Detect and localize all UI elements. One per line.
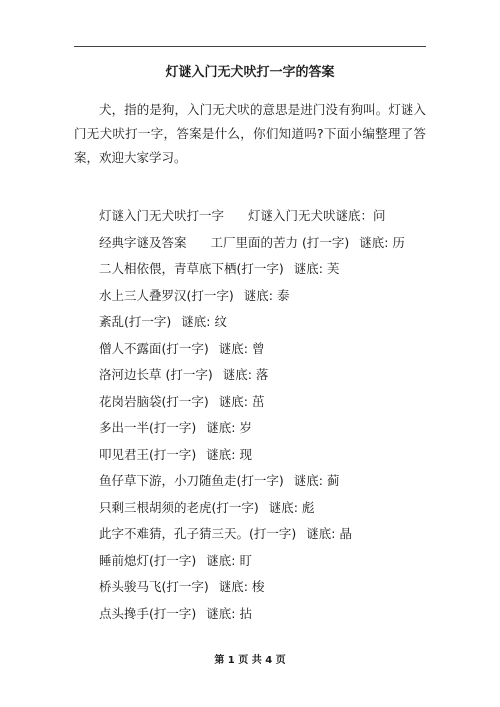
riddle-item — [99, 233, 429, 260]
riddle-answer: 谜底: 蓟 — [293, 473, 340, 488]
riddle-answer: 谜底: 纹 — [181, 314, 227, 329]
riddle-item — [99, 524, 429, 551]
riddle-answer: 谜底: 盯 — [206, 552, 252, 568]
riddle-answer: 谜底: 晶 — [306, 526, 352, 541]
riddle-answer: 谜底: 岁 — [206, 420, 252, 435]
riddle-question: 经典字谜及答案 — [99, 234, 187, 250]
riddle-answer: 谜底: 彪 — [268, 499, 315, 515]
riddle-item — [99, 577, 429, 604]
riddle-item — [99, 339, 429, 366]
riddle-answer: 谜底: 梭 — [218, 579, 265, 594]
riddle-question: 多出一半(打一字) — [99, 420, 197, 435]
riddle-answer: 谜底: 芙 — [293, 261, 340, 276]
riddle-item — [99, 286, 429, 313]
riddle-answer: 谜底: 现 — [206, 446, 252, 462]
riddle-answer-extra: 谜底: 历 — [359, 234, 405, 250]
riddle-answer: 灯谜入门无犬吠谜底：问 — [248, 208, 386, 223]
riddle-question: 桥头骏马飞(打一字) — [99, 579, 209, 594]
riddle-question: 睡前熄灯(打一字) — [99, 552, 197, 568]
riddle-question: 水上三人叠罗汉(打一字) — [99, 287, 234, 303]
riddle-answer: 谜底: 拈 — [206, 605, 252, 621]
riddle-answer: 谜底: 曾 — [218, 340, 265, 356]
riddle-item — [99, 365, 429, 392]
riddle-answer: 谜底: 茁 — [218, 393, 265, 409]
riddle-question: 只剩三根胡须的老虎(打一字) — [99, 499, 259, 515]
riddle-question: 僧人不露面(打一字) — [99, 340, 209, 356]
riddle-answer: 谜底: 落 — [222, 367, 269, 382]
riddle-item — [99, 471, 429, 498]
document-title: 灯谜入门无犬吠打一字的答案 — [165, 65, 335, 80]
riddle-question: 叩见君王(打一字) — [99, 446, 197, 462]
riddle-question: 鱼仔草下游，小刀随鱼走(打一字) — [99, 473, 284, 488]
riddle-question: 灯谜入门无犬吠打一字 — [99, 208, 225, 223]
riddle-item — [99, 312, 429, 339]
riddle-question: 二人相依偎，青草底下栖(打一字) — [99, 261, 284, 276]
page-number: 第 1 页 共 4 页 — [214, 655, 286, 666]
riddle-answer: 工厂里面的苦力 (打一字) — [210, 234, 350, 250]
riddle-item — [99, 498, 429, 525]
header-rule — [74, 46, 426, 47]
riddle-item — [99, 445, 429, 472]
riddle-item — [99, 604, 429, 631]
riddle-item — [99, 206, 429, 233]
riddle-item — [99, 551, 429, 578]
riddle-question: 花岗岩脑袋(打一字) — [99, 393, 209, 409]
riddle-question: 点头搀手(打一字) — [99, 605, 197, 621]
riddle-list — [99, 206, 429, 630]
riddle-question: 洛河边长草 (打一字) — [99, 367, 213, 382]
riddle-question: 此字不难猜，孔子猜三天。(打一字) — [99, 526, 297, 541]
riddle-item — [99, 392, 429, 419]
riddle-item — [99, 418, 429, 445]
riddle-question: 紊乱(打一字) — [99, 314, 172, 329]
riddle-item — [99, 259, 429, 286]
riddle-answer: 谜底: 泰 — [243, 287, 290, 303]
intro-paragraph: 犬，指的是狗，入门无犬吠的意思是进门没有狗叫。灯谜入门无犬吠打一字，答案是什么，你们知道吗?下面小编整理了答案，欢迎大家学习。 — [74, 102, 426, 165]
